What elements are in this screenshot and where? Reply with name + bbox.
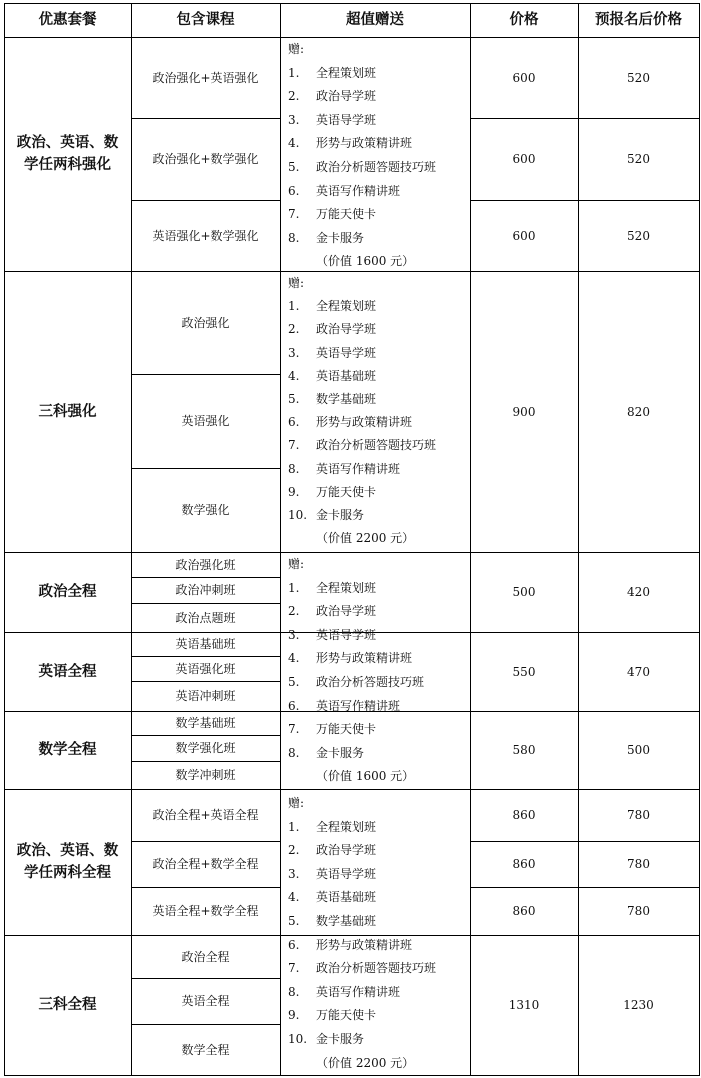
price-value: 580 bbox=[512, 743, 536, 757]
gift-item-label: 万能天使卡 bbox=[316, 207, 377, 222]
gift-item-label: 政治导学班 bbox=[316, 604, 377, 619]
column-rule bbox=[280, 3, 281, 1076]
gift-item bbox=[288, 983, 400, 1000]
gift-value-note: （价值 1600 元） bbox=[316, 769, 415, 784]
gift-item bbox=[288, 460, 400, 477]
gift-item bbox=[288, 865, 376, 882]
course-rule bbox=[131, 735, 281, 736]
price-value: 600 bbox=[512, 152, 536, 166]
gift-item-number: 6. bbox=[288, 183, 300, 198]
gift-item bbox=[288, 413, 412, 430]
gift-item bbox=[288, 367, 376, 384]
early-price-value: 780 bbox=[627, 904, 650, 918]
gift-item-label: 政治导学班 bbox=[316, 322, 377, 337]
gift-item-number: 5. bbox=[288, 392, 300, 406]
course-item: 政治全程 bbox=[181, 949, 230, 964]
gift-item bbox=[288, 134, 412, 151]
gift-item-number: 4. bbox=[288, 651, 300, 666]
course-rule bbox=[131, 603, 281, 604]
column-rule bbox=[578, 3, 579, 1076]
price-value: 860 bbox=[512, 904, 536, 918]
course-item: 政治强化+数学强化 bbox=[152, 152, 259, 166]
gift-item bbox=[288, 483, 376, 500]
early-price-value: 520 bbox=[627, 152, 650, 166]
gift-item bbox=[288, 297, 376, 314]
gift-item-number: 6. bbox=[288, 415, 300, 430]
course-item: 数学基础班 bbox=[175, 716, 236, 730]
price-value: 1310 bbox=[508, 998, 540, 1012]
course-item: 政治强化 bbox=[181, 315, 230, 330]
price-rule bbox=[470, 887, 700, 888]
header-price: 价格 bbox=[509, 12, 539, 28]
price-value: 600 bbox=[512, 70, 536, 85]
course-rule bbox=[131, 577, 281, 578]
course-rule bbox=[131, 656, 281, 657]
gift-item-number: 8. bbox=[288, 984, 300, 999]
course-rule bbox=[131, 887, 281, 888]
price-value: 500 bbox=[512, 585, 536, 599]
gift-item-label: 全程策划班 bbox=[316, 65, 377, 80]
header-early-price: 预报名后价格 bbox=[595, 12, 682, 28]
course-rule bbox=[131, 841, 281, 842]
course-item: 英语强化+数学强化 bbox=[152, 228, 259, 243]
gift-item bbox=[288, 673, 424, 690]
early-price-value: 520 bbox=[627, 70, 650, 85]
course-rule bbox=[131, 468, 281, 469]
gift-item-label: 全程策划班 bbox=[316, 299, 377, 314]
course-item: 政治全程+数学全程 bbox=[152, 857, 259, 871]
gift-intro: 赠: bbox=[288, 42, 305, 56]
early-price-value: 520 bbox=[627, 228, 650, 243]
course-rule bbox=[131, 681, 281, 682]
course-item: 英语强化班 bbox=[175, 661, 236, 676]
package-name-two-subject-intensive: 政治、英语、数学任两科强化 bbox=[16, 135, 119, 173]
gift-item-number: 6. bbox=[288, 698, 300, 713]
course-item: 政治全程+英语全程 bbox=[152, 808, 259, 822]
table-left-rule bbox=[4, 3, 5, 1076]
early-price-value: 780 bbox=[627, 808, 650, 822]
gift-item bbox=[288, 626, 376, 643]
course-rule bbox=[131, 200, 281, 201]
gift-item-label: 万能天使卡 bbox=[316, 1008, 377, 1023]
price-value: 860 bbox=[512, 857, 536, 871]
gift-item bbox=[288, 87, 376, 104]
gift-item-number: 2. bbox=[288, 322, 300, 337]
gift-item bbox=[288, 697, 400, 714]
gift-value-note: （价值 2200 元） bbox=[316, 1055, 415, 1070]
gift-item-label: 英语写作精讲班 bbox=[316, 461, 401, 476]
gift-item-number: 8. bbox=[288, 745, 300, 760]
gift-intro: 赠: bbox=[288, 796, 305, 810]
gift-item-number: 10. bbox=[288, 508, 308, 522]
gift-item-label: 金卡服务 bbox=[316, 1032, 365, 1046]
gift-item bbox=[288, 344, 376, 361]
course-item: 政治点题班 bbox=[175, 610, 236, 625]
gift-intro: 赠: bbox=[288, 557, 305, 571]
course-item: 数学强化班 bbox=[175, 741, 236, 755]
gift-item-number: 8. bbox=[288, 461, 300, 476]
price-value: 860 bbox=[512, 808, 536, 822]
course-item: 数学强化 bbox=[181, 503, 230, 517]
gift-item-label: 英语导学班 bbox=[316, 345, 377, 360]
gift-item bbox=[288, 818, 376, 835]
price-rule bbox=[470, 200, 700, 201]
course-rule bbox=[131, 761, 281, 762]
gift-item-number: 7. bbox=[288, 207, 300, 222]
header-courses: 包含课程 bbox=[176, 12, 235, 28]
gift-item-label: 万能天使卡 bbox=[316, 722, 377, 737]
gift-item-number: 9. bbox=[288, 1008, 300, 1023]
gift-item-label: 英语写作精讲班 bbox=[316, 183, 401, 198]
package-name-two-subject-full: 政治、英语、数学任两科全程 bbox=[16, 843, 119, 881]
price-rule bbox=[470, 118, 700, 119]
gift-item-label: 金卡服务 bbox=[316, 745, 365, 760]
gift-item-label: 政治分析题答题技巧班 bbox=[316, 160, 437, 174]
gift-item-label: 全程策划班 bbox=[316, 580, 377, 595]
gift-item bbox=[288, 111, 376, 128]
price-value: 550 bbox=[512, 664, 536, 679]
price-value: 600 bbox=[512, 228, 536, 243]
gift-item bbox=[288, 506, 364, 523]
gift-item-number: 1. bbox=[288, 299, 300, 314]
gift-item bbox=[288, 1006, 376, 1023]
early-price-value: 820 bbox=[627, 404, 650, 419]
gift-item bbox=[288, 158, 436, 175]
gift-item-label: 万能天使卡 bbox=[316, 484, 377, 499]
gift-item bbox=[288, 888, 376, 905]
gift-item bbox=[288, 320, 376, 337]
gift-item-number: 7. bbox=[288, 438, 300, 453]
gift-item bbox=[288, 720, 376, 737]
gift-item-number: 10. bbox=[288, 1032, 308, 1046]
gift-item-number: 3. bbox=[288, 112, 300, 127]
early-price-value: 500 bbox=[627, 743, 650, 757]
group-bottom-rule bbox=[4, 271, 700, 272]
gift-item-label: 英语导学班 bbox=[316, 627, 377, 642]
gift-item-label: 政治分析题答题技巧班 bbox=[316, 438, 437, 453]
gift-item-number: 1. bbox=[288, 65, 300, 80]
gift-item-label: 政治导学班 bbox=[316, 89, 377, 104]
gift-item-label: 金卡服务 bbox=[316, 230, 365, 245]
course-item: 政治冲刺班 bbox=[175, 583, 236, 597]
early-price-value: 420 bbox=[627, 585, 650, 599]
package-name-math-full: 数学全程 bbox=[38, 742, 97, 758]
gift-item bbox=[288, 744, 364, 761]
gift-item-label: 英语导学班 bbox=[316, 866, 377, 881]
gift-item-label: 全程策划班 bbox=[316, 819, 377, 834]
group-bottom-rule bbox=[4, 1075, 700, 1076]
package-name-three-subject-full: 三科全程 bbox=[38, 997, 97, 1013]
gift-item-number: 2. bbox=[288, 89, 300, 104]
package-name-politics-full: 政治全程 bbox=[38, 584, 97, 600]
gift-item bbox=[288, 936, 412, 953]
gift-item-number: 2. bbox=[288, 604, 300, 619]
column-rule bbox=[470, 3, 471, 1076]
gift-item-label: 政治分析答题技巧班 bbox=[316, 675, 425, 689]
column-rule bbox=[131, 3, 132, 1076]
early-price-value: 470 bbox=[627, 664, 650, 679]
gift-item-number: 4. bbox=[288, 368, 300, 383]
course-rule bbox=[131, 374, 281, 375]
early-price-value: 780 bbox=[627, 857, 650, 871]
header-package: 优惠套餐 bbox=[38, 12, 97, 28]
course-item: 政治强化+英语强化 bbox=[152, 70, 259, 85]
gift-item bbox=[288, 841, 376, 858]
gift-item-label: 数学基础班 bbox=[316, 914, 377, 928]
price-value: 900 bbox=[512, 404, 536, 419]
gift-item-number: 3. bbox=[288, 866, 300, 881]
gift-value-note: （价值 1600 元） bbox=[316, 254, 415, 269]
gift-item bbox=[288, 912, 376, 929]
course-rule bbox=[131, 118, 281, 119]
gift-item-label: 形势与政策精讲班 bbox=[316, 136, 413, 151]
gift-item bbox=[288, 229, 364, 246]
gift-item-number: 8. bbox=[288, 230, 300, 245]
gift-item bbox=[288, 436, 436, 453]
gift-item-number: 3. bbox=[288, 345, 300, 360]
group-bottom-rule bbox=[4, 789, 700, 790]
gift-item bbox=[288, 959, 436, 976]
package-name-three-subject-intensive: 三科强化 bbox=[38, 403, 97, 420]
course-item: 英语全程+数学全程 bbox=[152, 904, 259, 918]
table-top-rule bbox=[4, 3, 700, 4]
gift-item-number: 1. bbox=[288, 580, 300, 595]
course-item: 数学冲刺班 bbox=[175, 768, 236, 782]
gift-item-label: 形势与政策精讲班 bbox=[316, 651, 413, 666]
gift-item-number: 5. bbox=[288, 675, 300, 689]
gift-item-label: 形势与政策精讲班 bbox=[316, 937, 413, 952]
course-rule bbox=[131, 1024, 281, 1025]
gift-item-number: 5. bbox=[288, 160, 300, 174]
course-item: 英语强化 bbox=[181, 414, 230, 428]
gift-item-number: 9. bbox=[288, 484, 300, 499]
gift-item-label: 英语写作精讲班 bbox=[316, 698, 401, 713]
gift-intro: 赠: bbox=[288, 276, 305, 290]
gift-item-label: 政治导学班 bbox=[316, 843, 377, 858]
course-item: 英语冲刺班 bbox=[175, 689, 236, 703]
table-right-rule bbox=[699, 3, 700, 1076]
gift-item-label: 形势与政策精讲班 bbox=[316, 415, 413, 430]
early-price-value: 1230 bbox=[623, 998, 654, 1012]
gift-item bbox=[288, 64, 376, 81]
course-rule bbox=[131, 978, 281, 979]
gift-item bbox=[288, 602, 376, 619]
course-item: 英语全程 bbox=[181, 994, 230, 1008]
gift-item-number: 2. bbox=[288, 843, 300, 858]
gift-item bbox=[288, 182, 400, 199]
gift-item-number: 1. bbox=[288, 819, 300, 834]
gift-item-number: 4. bbox=[288, 136, 300, 151]
gift-item-number: 7. bbox=[288, 961, 300, 976]
course-item: 数学全程 bbox=[181, 1042, 230, 1057]
header-gifts: 超值赠送 bbox=[346, 12, 404, 28]
gift-item-label: 英语基础班 bbox=[316, 368, 377, 383]
header-bottom-rule bbox=[4, 37, 700, 38]
gift-item bbox=[288, 1030, 364, 1047]
course-item: 英语基础班 bbox=[175, 637, 236, 651]
gift-item-number: 7. bbox=[288, 722, 300, 737]
gift-value-note: （价值 2200 元） bbox=[316, 531, 415, 546]
gift-item bbox=[288, 390, 376, 407]
gift-item bbox=[288, 579, 376, 596]
gift-item-label: 英语写作精讲班 bbox=[316, 984, 401, 999]
gift-item-number: 3. bbox=[288, 627, 300, 642]
gift-item-number: 5. bbox=[288, 914, 300, 928]
gift-item-label: 政治分析题答题技巧班 bbox=[316, 961, 437, 976]
course-item: 政治强化班 bbox=[175, 557, 236, 572]
gift-item bbox=[288, 649, 412, 666]
package-name-english-full: 英语全程 bbox=[38, 663, 97, 680]
gift-item bbox=[288, 205, 376, 222]
group-bottom-rule bbox=[4, 552, 700, 553]
gift-item-number: 6. bbox=[288, 937, 300, 952]
price-rule bbox=[470, 841, 700, 842]
gift-item-label: 英语基础班 bbox=[316, 890, 377, 905]
gift-item-label: 英语导学班 bbox=[316, 112, 377, 127]
gift-item-number: 4. bbox=[288, 890, 300, 905]
gift-item-label: 金卡服务 bbox=[316, 508, 365, 522]
gift-item-label: 数学基础班 bbox=[316, 392, 377, 406]
